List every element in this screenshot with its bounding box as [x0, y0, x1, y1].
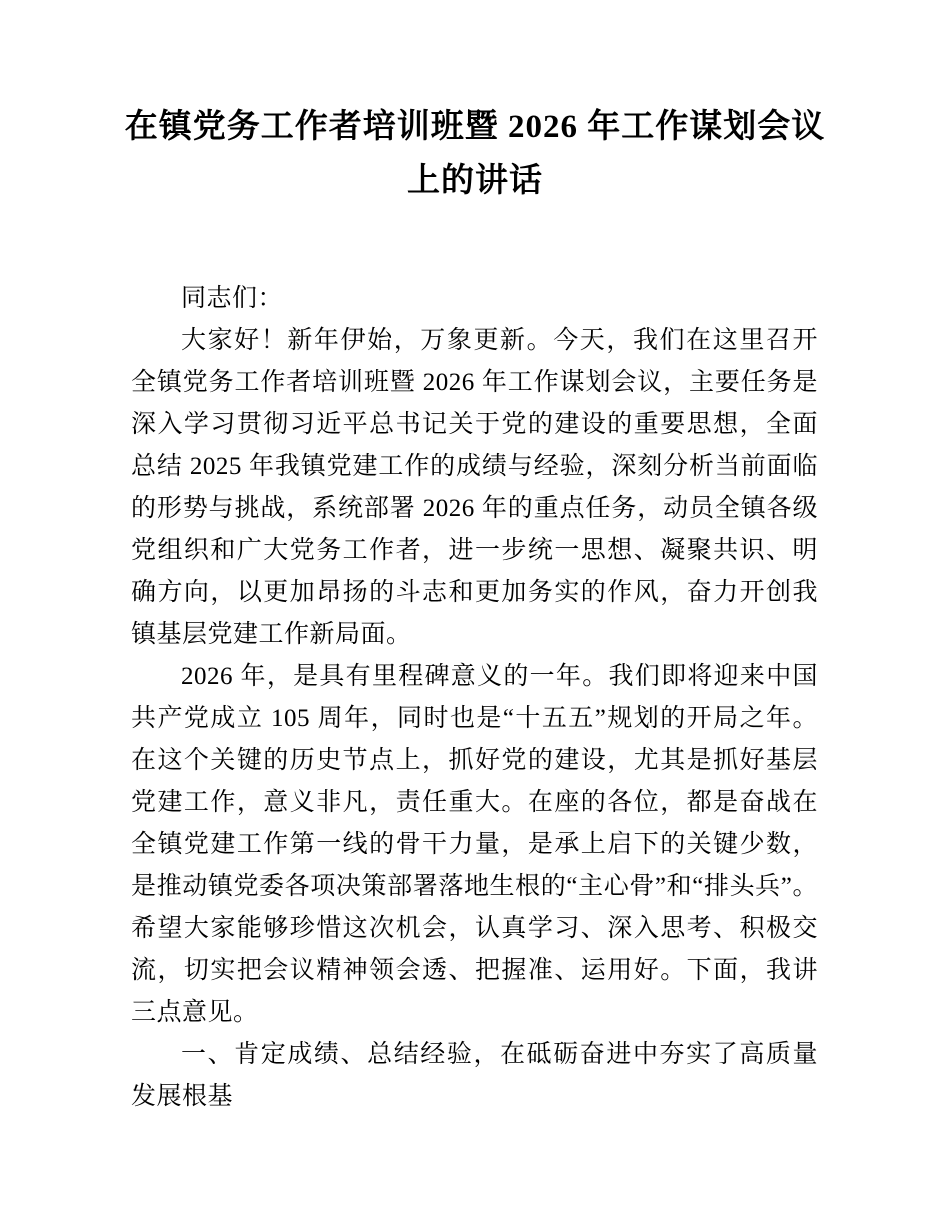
document-title — [0, 0, 950, 208]
milestone-paragraph: 2026 年，是具有里程碑意义的一年。我们即将迎来中国共产党成立 105 周年，同时也是“十五五”规划的开局之年。在这个关键的历史节点上，抓好党的建设，尤其是抓好基层党建工作，意义非凡，责任重大。在座的各位，都是奋战在全镇党建工作第一线的骨干力量，是承上启下的关键少数，是推动镇党委各项决策部署落地生根的“主心骨”和“排头兵”。希望大家能够珍惜这次机会，认真学习、深入思考、积极交流，切实把会议精神领会透、把握准、运用好。下面，我讲三点意见。 — [131, 663, 818, 1026]
opening-paragraph: 大家好！新年伊始，万象更新。今天，我们在这里召开全镇党务工作者培训班暨 2026 年工作谋划会议，主要任务是深入学习贯彻习近平总书记关于党的建设的重要思想，全面总结 2025 年我镇党建工作的成绩与经验，深刻分析当前面临的形势与挑战，系统部署 2026 年的重点任务，动员全镇各级党组织和广大党务工作者，进一步统一思想、凝聚共识、明确方向，以更加昂扬的斗志和更加务实的作风，奋力开创我镇基层党建工作新局面。 — [131, 327, 818, 648]
document-title-line-2: 上的讲话 — [407, 163, 543, 199]
document-body — [131, 278, 818, 1118]
salutation: 同志们： — [181, 285, 284, 312]
document-title-line-1: 在镇党务工作者培训班暨 2026 年工作谋划会议 — [124, 109, 826, 145]
section-heading-1: 一、肯定成绩、总结经验，在砥砺奋进中夯实了高质量发展根基 — [131, 1041, 818, 1110]
